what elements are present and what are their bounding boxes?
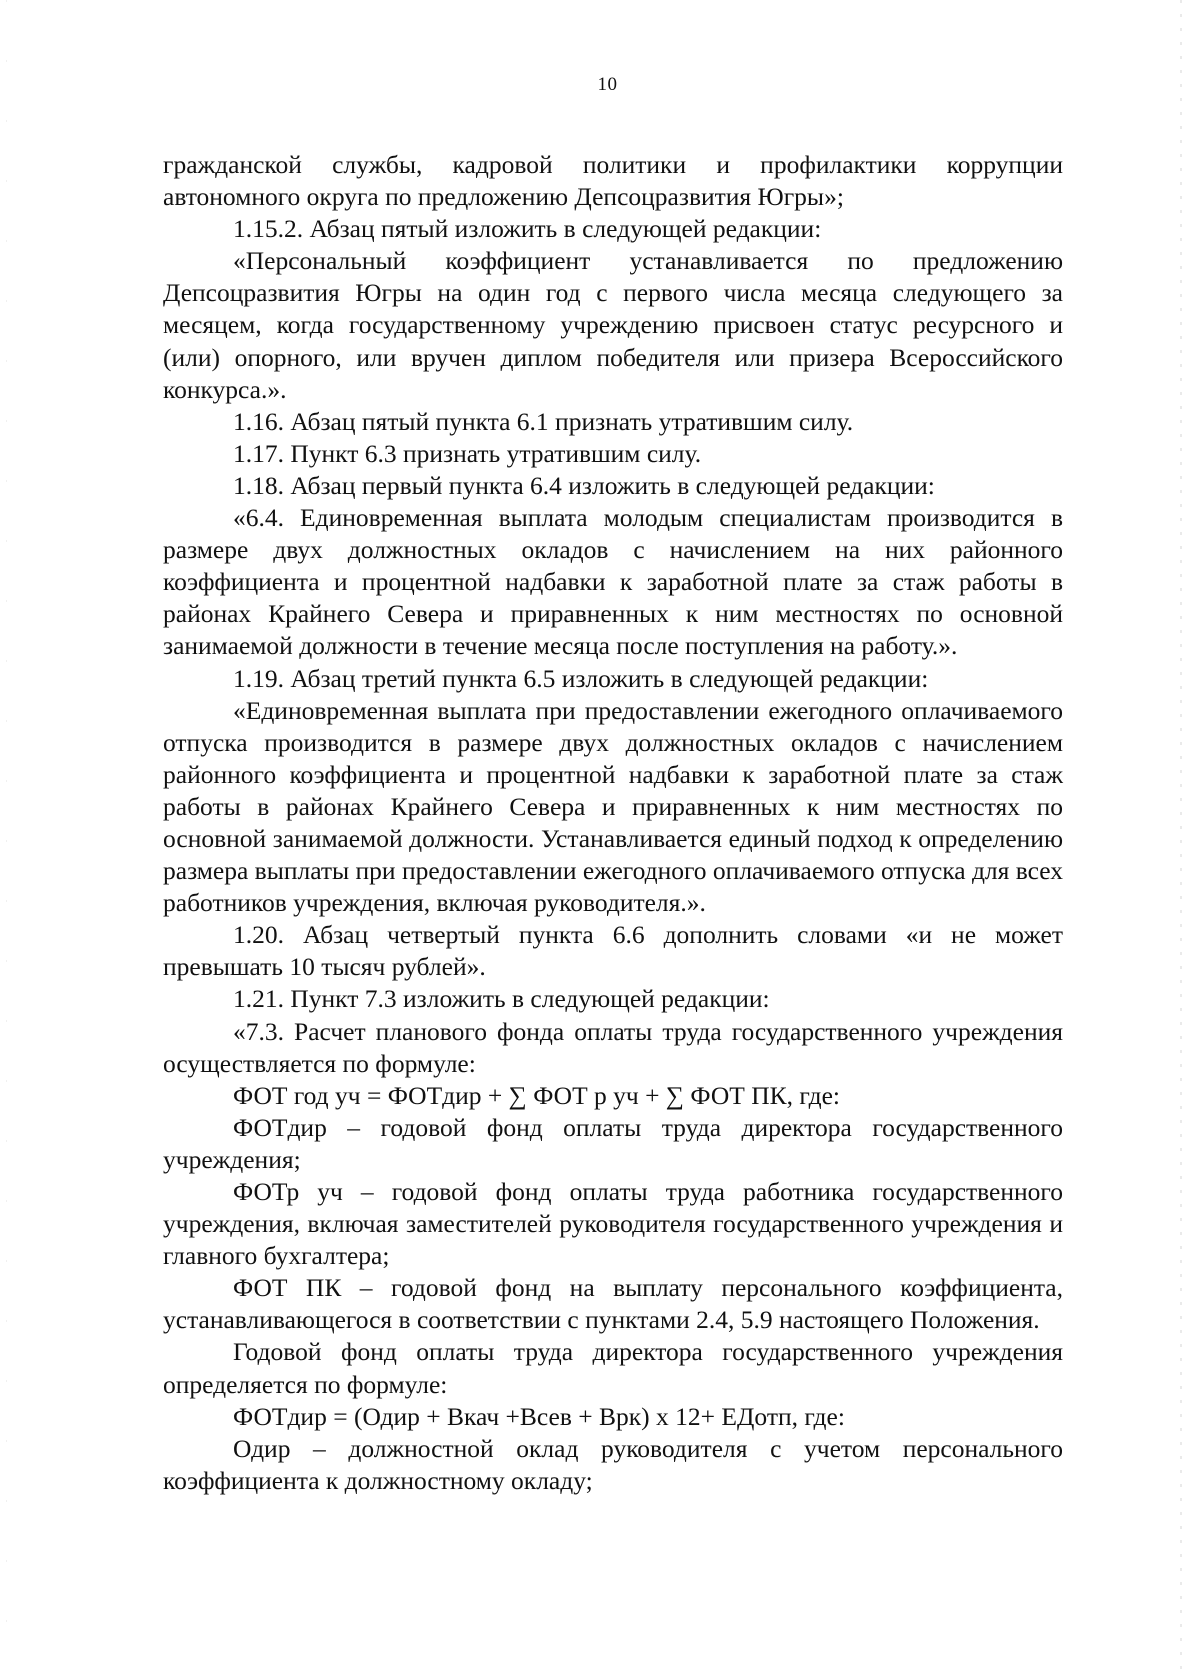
paragraph: «7.3. Расчет планового фонда оплаты труда государственного учреждения осуществляется по формуле: — [163, 1016, 1063, 1078]
paragraph: 1.21. Пункт 7.3 изложить в следующей редакции: — [233, 984, 770, 1014]
scan-edge-right — [1180, 0, 1182, 1675]
formula-line: ФОТдир = (Одир + Вкач +Всев + Врк) х 12+ ЕДотп, где: — [233, 1401, 845, 1431]
formula-line: ФОТ год уч = ФОТдир + ∑ ФОТ р уч + ∑ ФОТ ПК, где: — [233, 1080, 840, 1110]
paragraph: «Единовременная выплата при предоставлении ежегодного оплачиваемого отпуска производится в размере двух должностных окладов с начислением районного коэффициента и процентной надбавки к заработной плате за стаж работы в районах Крайнего Севера и приравненных к ним местностях по основной занимаемой должности. Устанавливается единый подход к определению размера выплаты при предоставлении ежегодного оплачиваемого отпуска для всех работников учреждения, включая руководителя.». — [163, 695, 1064, 918]
page-number: 10 — [597, 74, 618, 95]
paragraph: 1.15.2. Абзац пятый изложить в следующей редакции: — [233, 214, 822, 244]
paragraph: 1.16. Абзац пятый пункта 6.1 признать утратившим силу. — [233, 406, 854, 436]
paragraph: ФОТ ПК – годовой фонд на выплату персонального коэффициента, устанавливающегося в соответствии с пунктами 2.4, 5.9 настоящего Положения. — [163, 1273, 1063, 1335]
scan-edge-left — [6, 0, 7, 1675]
paragraph: гражданской службы, кадровой политики и профилактики коррупции автономного округа по предложению Депсоцразвития Югры»; — [163, 150, 1063, 212]
document-body — [163, 149, 1063, 1497]
paragraph: 1.18. Абзац первый пункта 6.4 изложить в следующей редакции: — [233, 470, 935, 500]
paragraph: 1.19. Абзац третий пункта 6.5 изложить в следующей редакции: — [233, 663, 929, 693]
paragraph: 1.20. Абзац четвертый пункта 6.6 дополнить словами «и не может превышать 10 тысяч рублей». — [163, 920, 1063, 982]
paragraph: ФОТдир – годовой фонд оплаты труда директора государственного учреждения; — [163, 1112, 1063, 1174]
paragraph: «Персональный коэффициент устанавливается по предложению Депсоцразвития Югры на один год с первого числа месяца следующего за месяцем, когда государственному учреждению присвоен статус ресурсного и (или) опорного, или вручен диплом победителя или призера Всероссийского конкурса.». — [163, 246, 1063, 404]
paragraph: 1.17. Пункт 6.3 признать утратившим силу. — [233, 438, 702, 468]
paragraph: «6.4. Единовременная выплата молодым специалистам производится в размере двух должностных окладов с начислением на них районного коэффициента и процентной надбавки к заработной плате за стаж работы в районах Крайнего Севера и приравненных к ним местностях по основной занимаемой должности в течение месяца после поступления на работу.». — [163, 503, 1063, 661]
paragraph: Одир – должностной оклад руководителя с учетом персонального коэффициента к должностному окладу; — [163, 1433, 1063, 1495]
paragraph: ФОТр уч – годовой фонд оплаты труда работника государственного учреждения, включая заместителей руководителя государственного учреждения и главного бухгалтера; — [163, 1177, 1063, 1271]
paragraph: Годовой фонд оплаты труда директора государственного учреждения определяется по формуле: — [163, 1337, 1063, 1399]
